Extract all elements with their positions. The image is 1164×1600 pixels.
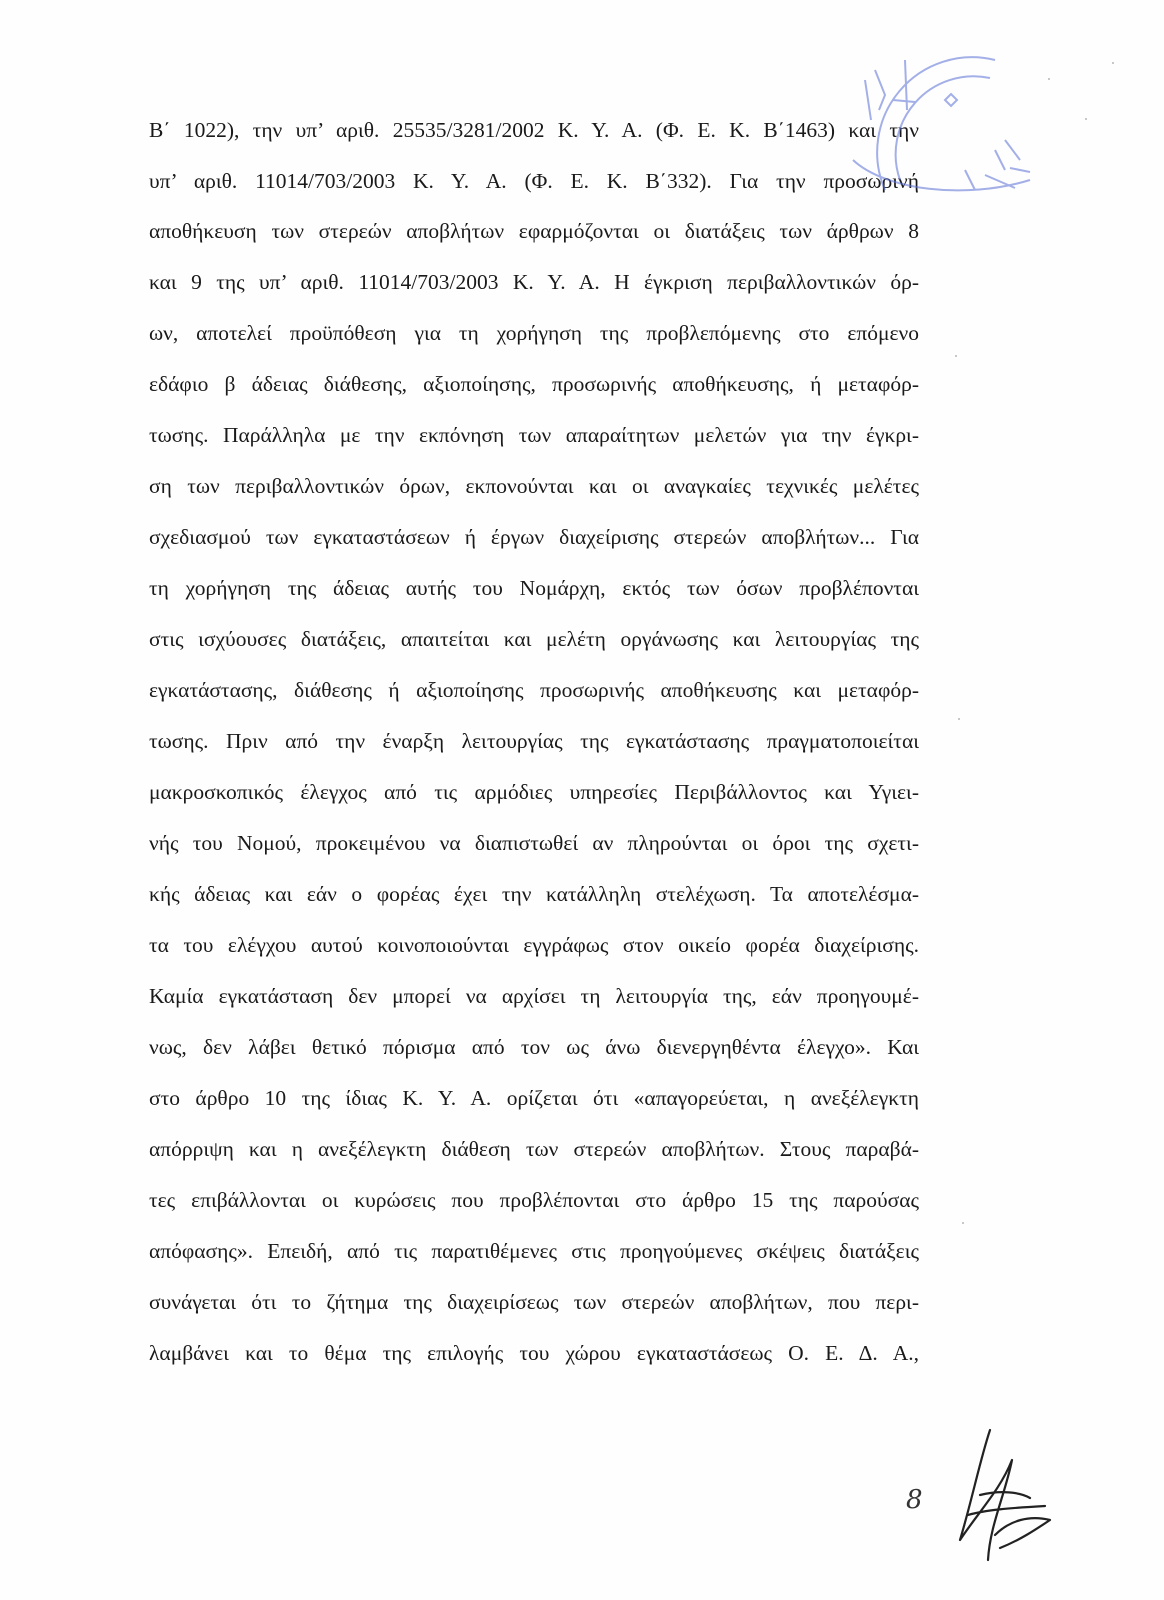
scan-speck xyxy=(1112,62,1114,64)
scan-speck xyxy=(958,718,960,720)
page-number: 8 xyxy=(906,1485,923,1515)
text-line: τες επιβάλλονται οι κυρώσεις που προβλέπονται στο άρθρο 15 της παρούσας xyxy=(149,1188,919,1212)
text-line: τωσης. Παράλληλα με την εκπόνηση των απαραίτητων μελετών για την έγκρι- xyxy=(149,423,919,447)
text-line: απόρριψη και η ανεξέλεγκτη διάθεση των στερεών αποβλήτων. Στους παραβά- xyxy=(149,1137,919,1161)
official-stamp-icon xyxy=(845,40,1035,210)
text-line: υπ’ αριθ. 11014/703/2003 Κ. Υ. Α. (Φ. Ε. Κ. Β΄332). Για την προσωρινή xyxy=(149,169,919,193)
text-line: Β΄ 1022), την υπ’ αριθ. 25535/3281/2002 Κ. Υ. Α. (Φ. Ε. Κ. Β΄1463) και την xyxy=(149,118,919,142)
text-line: συνάγεται ότι το ζήτημα της διαχειρίσεως των στερεών αποβλήτων, που περι- xyxy=(149,1290,919,1314)
text-line: κής άδειας και εάν ο φορέας έχει την κατάλληλη στελέχωση. Τα αποτελέσμα- xyxy=(149,882,919,906)
scan-speck xyxy=(1085,118,1087,120)
text-line: τωσης. Πριν από την έναρξη λειτουργίας της εγκατάστασης πραγματοποιείται xyxy=(149,729,919,753)
text-line: απόφασης». Επειδή, από τις παρατιθέμενες στις προηγούμενες σκέψεις διατάξεις xyxy=(149,1239,919,1263)
text-line: ση των περιβαλλοντικών όρων, εκπονούνται και οι αναγκαίες τεχνικές μελέτες xyxy=(149,474,919,498)
text-line: στις ισχύουσες διατάξεις, απαιτείται και μελέτη οργάνωσης και λειτουργίας της xyxy=(149,627,919,651)
text-line: αποθήκευση των στερεών αποβλήτων εφαρμόζονται οι διατάξεις των άρθρων 8 xyxy=(149,219,919,243)
text-line: μακροσκοπικός έλεγχος από τις αρμόδιες υπηρεσίες Περιβάλλοντος και Υγιει- xyxy=(149,780,919,804)
signature-icon xyxy=(950,1420,1060,1570)
text-line: και 9 της υπ’ αριθ. 11014/703/2003 Κ. Υ. Α. Η έγκριση περιβαλλοντικών όρ- xyxy=(149,270,919,294)
text-line: εγκατάστασης, διάθεσης ή αξιοποίησης προσωρινής αποθήκευσης και μεταφόρ- xyxy=(149,678,919,702)
text-line: τη χορήγηση της άδειας αυτής του Νομάρχη, εκτός των όσων προβλέπονται xyxy=(149,576,919,600)
text-line: νής του Νομού, προκειμένου να διαπιστωθεί αν πληρούνται οι όροι της σχετι- xyxy=(149,831,919,855)
text-line: σχεδιασμού των εγκαταστάσεων ή έργων διαχείρισης στερεών αποβλήτων... Για xyxy=(149,525,919,549)
text-line: τα του ελέγχου αυτού κοινοποιούνται εγγράφως στον οικείο φορέα διαχείρισης. xyxy=(149,933,919,957)
text-line: ων, αποτελεί προϋπόθεση για τη χορήγηση της προβλεπόμενης στο επόμενο xyxy=(149,321,919,345)
scan-speck xyxy=(1048,78,1050,80)
text-line: λαμβάνει και το θέμα της επιλογής του χώρου εγκαταστάσεως Ο. Ε. Δ. Α., xyxy=(149,1341,919,1365)
text-line: στο άρθρο 10 της ίδιας Κ. Υ. Α. ορίζεται ότι «απαγορεύεται, η ανεξέλεγκτη xyxy=(149,1086,919,1110)
text-line: εδάφιο β άδειας διάθεσης, αξιοποίησης, προσωρινής αποθήκευσης, ή μεταφόρ- xyxy=(149,372,919,396)
scan-speck xyxy=(962,1222,964,1224)
scan-speck xyxy=(955,355,957,357)
text-line: νως, δεν λάβει θετικό πόρισμα από τον ως άνω διενεργηθέντα έλεγχο». Και xyxy=(149,1035,919,1059)
text-line: Καμία εγκατάσταση δεν μπορεί να αρχίσει τη λειτουργία της, εάν προηγουμέ- xyxy=(149,984,919,1008)
